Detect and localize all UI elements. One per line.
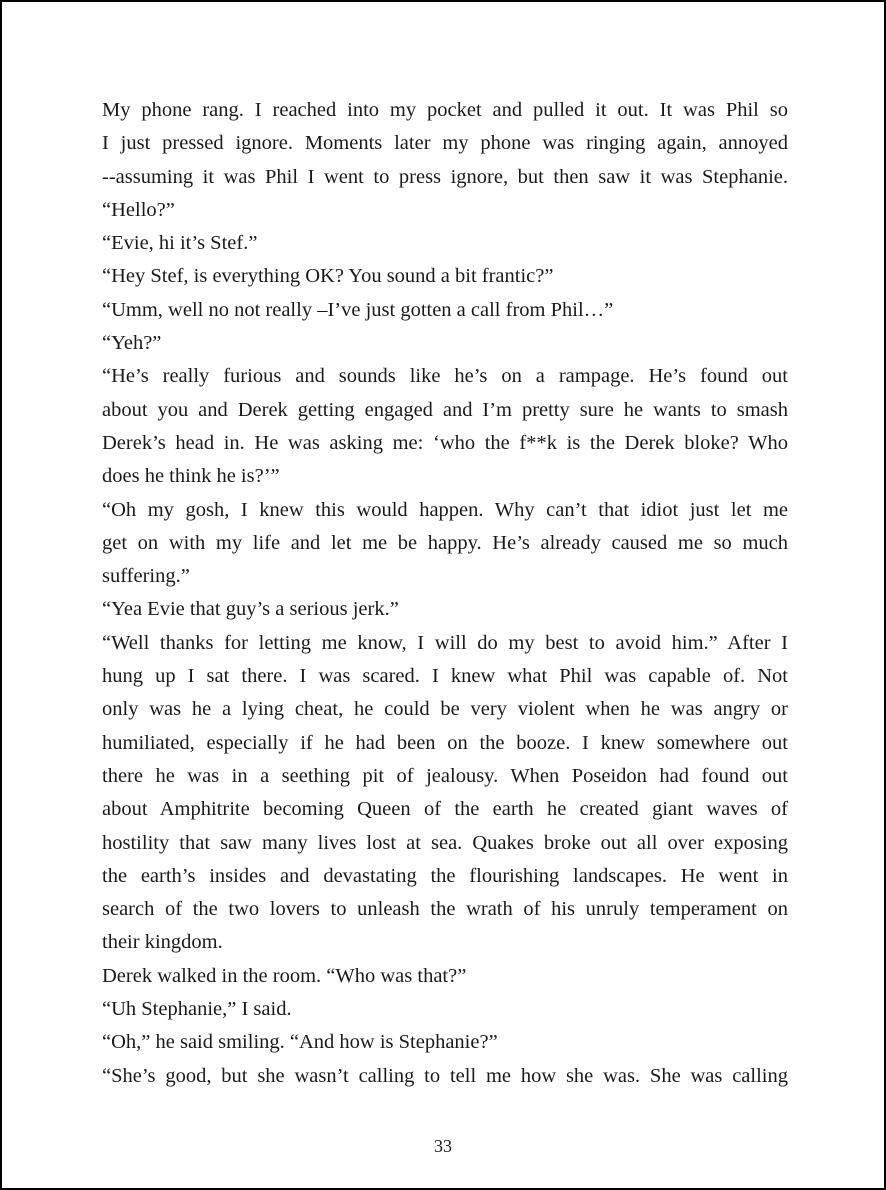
text-line: “He’s really furious and sounds like he’s on a rampage. He’s found out — [102, 365, 788, 388]
text-line: about Amphitrite becoming Queen of the earth he created giant waves of — [102, 798, 788, 821]
text-line: hostility that saw many lives lost at sea. Quakes broke out all over exposing — [102, 831, 788, 854]
text-line: “Well thanks for letting me know, I will do my best to avoid him.” After I — [102, 631, 788, 654]
text-line: does he think he is?’” — [102, 465, 280, 488]
text-line: there he was in a seething pit of jealousy. When Poseidon had found out — [102, 764, 788, 787]
text-line: “Hello?” — [102, 198, 175, 221]
text-line: --assuming it was Phil I went to press ignore, but then saw it was Stephanie. — [102, 165, 788, 188]
text-line: their kingdom. — [102, 931, 223, 954]
text-line: “Uh Stephanie,” I said. — [102, 998, 292, 1021]
text-line: “Evie, hi it’s Stef.” — [102, 232, 258, 255]
body-text — [102, 94, 788, 1093]
text-line: “Oh my gosh, I knew this would happen. Why can’t that idiot just let me — [102, 498, 788, 521]
text-line: “Hey Stef, is everything OK? You sound a bit frantic?” — [102, 265, 554, 288]
text-line: humiliated, especially if he had been on the booze. I knew somewhere out — [102, 731, 788, 754]
text-line: “Yeh?” — [102, 332, 162, 355]
text-line: Derek walked in the room. “Who was that?” — [102, 964, 467, 987]
text-line: My phone rang. I reached into my pocket and pulled it out. It was Phil so — [102, 99, 788, 121]
text-line: “Yea Evie that guy’s a serious jerk.” — [102, 598, 399, 621]
page-number: 33 — [434, 1136, 452, 1156]
text-line: “Oh,” he said smiling. “And how is Stephanie?” — [102, 1031, 498, 1054]
text-line: get on with my life and let me be happy. He’s already caused me so much — [102, 531, 788, 554]
text-line: Derek’s head in. He was asking me: ‘who the f**k is the Derek bloke? Who — [102, 431, 788, 454]
text-line: search of the two lovers to unleash the wrath of his unruly temperament on — [102, 898, 788, 921]
text-line: I just pressed ignore. Moments later my phone was ringing again, annoyed — [102, 132, 788, 155]
text-line: “She’s good, but she wasn’t calling to tell me how she was. She was calling — [102, 1064, 788, 1087]
text-line: the earth’s insides and devastating the flourishing landscapes. He went in — [102, 864, 788, 887]
text-line: only was he a lying cheat, he could be very violent when he was angry or — [102, 698, 788, 721]
text-line: hung up I sat there. I was scared. I knew what Phil was capable of. Not — [102, 665, 788, 688]
text-line: about you and Derek getting engaged and I’m pretty sure he wants to smash — [102, 398, 788, 421]
text-line: suffering.” — [102, 565, 190, 588]
text-line: “Umm, well no not really –I’ve just gotten a call from Phil…” — [102, 298, 614, 321]
